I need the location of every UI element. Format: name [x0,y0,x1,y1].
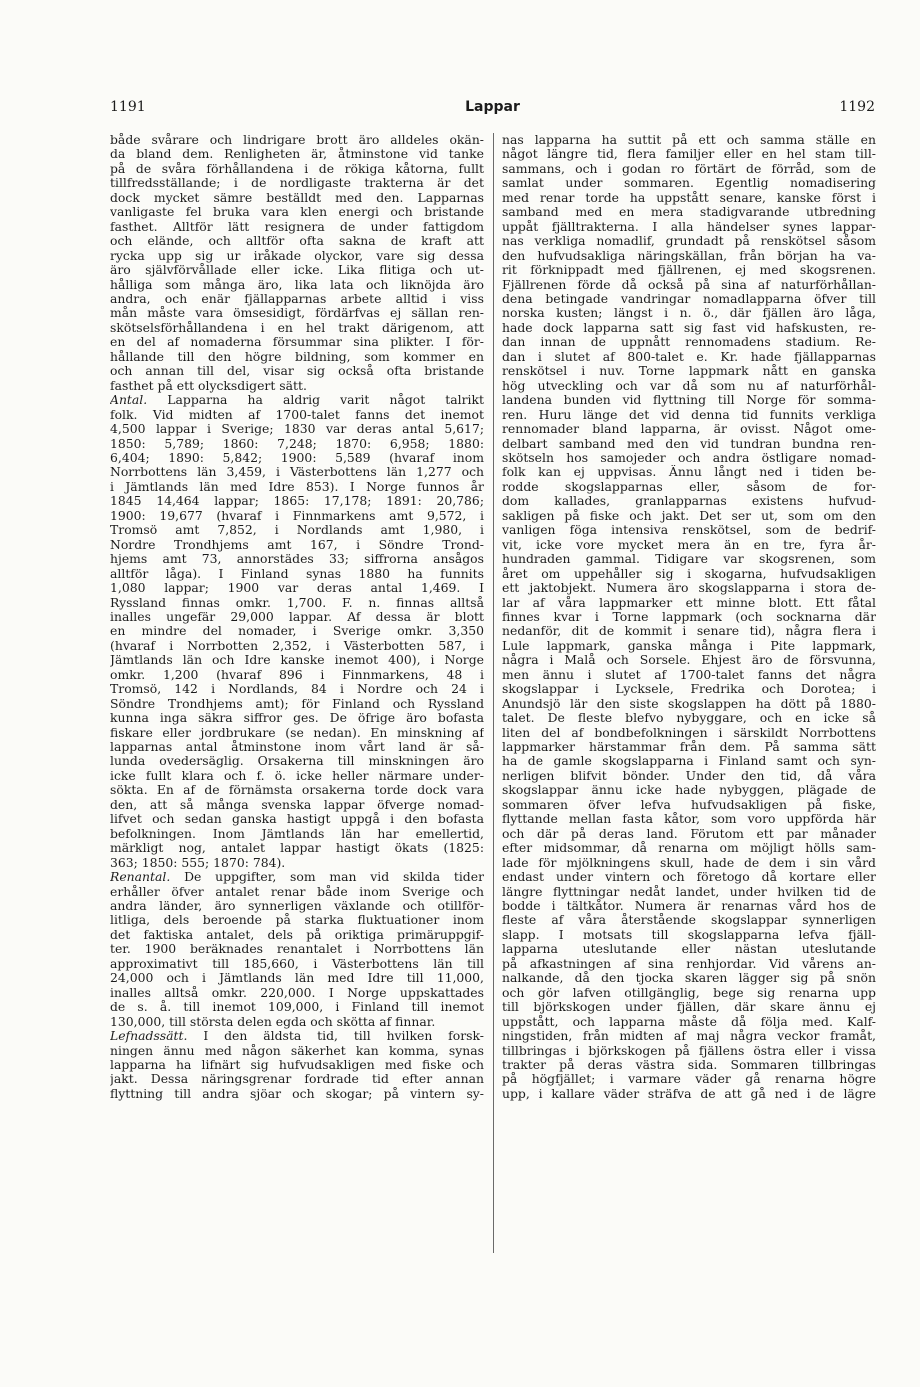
text-line: det faktiska antalet, dels på oriktiga primäruppgif- [110,927,484,942]
text-line: vanligaste fel bruka vara klen energi och bristande [110,205,484,220]
text-line: lunda ovedersäglig. Orsakerna till minskningen äro [110,754,484,769]
text-line: jakt. Dessa näringsgrenar fordrade tid efter annan [110,1072,484,1087]
text-line: rit förknippadt med fjällrenen, ej med skogsrenen. [502,263,876,278]
section-heading: Lefnadssätt. [110,1029,188,1044]
text-line: längre flyttningar nedåt landet, under hvilken tid de [502,884,876,899]
text-line: efter midsommar, då renarna om möjligt hölls sam- [502,841,876,856]
text-line: ningstiden, från midten af maj några veckor framåt, [502,1029,876,1044]
text-line: dom kallades, granlapparnas existens hufvud- [502,494,876,509]
text-line: tillfredsställande; i de nordligaste trakterna är det [110,176,484,191]
text-line: ett jaktobjekt. Numera äro skogslapparna i stora de- [502,581,876,596]
text-line: och elände, och alltför ofta sakna de kraft att [110,234,484,249]
text-line: folk kan ej uppvisas. Ännu långt ned i tiden be- [502,465,876,480]
text-line: dan innan de uppnått rennomadens stadium. Re- [502,335,876,350]
column-divider [493,133,494,1253]
text-line: året om uppehåller sig i skogarna, hufvudsakligen [502,566,876,581]
text-line: i Jämtlands län med Idre 853). I Norge funnos år [110,479,484,494]
text-line: Jämtlands län och Idre kanske inemot 400), i Norge [110,653,484,668]
text-line: sommaren öfver lefva hufvudsakligen på fiske, [502,797,876,812]
left-text-column [110,133,484,1101]
text-line: hjems amt 73, annorstädes 33; siffrorna ansågos [110,552,484,567]
text-line: 6,404; 1890: 5,842; 1900: 5,589 (hvaraf inom [110,450,484,465]
text-line: delbart samband med den vid tundran bundna ren- [502,436,876,451]
text-line: rodde skogslapparnas eller, såsom de for- [502,479,876,494]
text-line: skogslappar ännu icke hade nybyggen, plägade de [502,783,876,798]
text-line: Anundsjö lär den siste skogslappen ha dött på 1880- [502,696,876,711]
text-line: hundraden gammal. Tidigare var skogsrenen, som [502,552,876,567]
text-line: och gör lafven otillgänglig, bege sig renarna upp [502,985,876,1000]
text-line: ren. Huru länge det vid denna tid funnits verkliga [502,407,876,422]
text-line: nalkande, då den tjocka skaren lägger sig på snön [502,971,876,986]
text-line: lappmarker härstammar från dem. På samma sätt [502,740,876,755]
text-line: Norrbottens län 3,459, i Västerbottens län 1,277 och [110,465,484,480]
text-line: Tromsö, 142 i Nordlands, 84 i Nordre och 24 i [110,682,484,697]
text-line: dan i slutet af 800-talet e. Kr. hade fjällapparnas [502,349,876,364]
text-line: ter. 1900 beräknades renantalet i Norrbottens län [110,942,484,957]
text-line: skogslappar i Lycksele, Fredrika och Dorotea; i [502,682,876,697]
text-line: de s. å. till inemot 109,000, i Finland till inemot [110,1000,484,1015]
text-line: sammans, och i godan ro förtärt de förråd, som de [502,161,876,176]
text-line: upp, i kallare väder sträfva de att gå ned i de lägre [502,1086,876,1101]
text-line: finnes kvar i Torne lappmark (och socknarna där [502,609,876,624]
text-line: ningen ännu med någon säkerhet kan komma, synas [110,1043,484,1058]
text-line: och annan till del, visar sig också ofta bristande [110,364,484,379]
text-line: 1850: 5,789; 1860: 7,248; 1870: 6,958; 1880: [110,436,484,451]
text-line: Lefnadssätt. I den äldsta tid, till hvilken forsk- [110,1029,484,1044]
text-line: skötselsförhållandena i en hel trakt därigenom, att [110,320,484,335]
text-line: trakter på deras västra sida. Sommaren tillbringas [502,1058,876,1072]
text-line: rycka upp sig ur iråkade olyckor, vare sig dessa [110,248,484,263]
text-line: dock mycket sämre beställdt med den. Lapparnas [110,190,484,205]
page-number-right: 1192 [839,99,875,115]
text-line: icke fullt klara och f. ö. icke heller närmare under- [110,768,484,783]
text-line: kunna inga säkra siffror ges. De öfrige äro bofasta [110,711,484,726]
section-heading: Antal. [110,393,148,408]
text-line: Renantal. De uppgifter, som man vid skilda tider [110,870,484,885]
text-line: 130,000, till största delen egda och skötta af finnar. [110,1014,436,1029]
text-line: flyttning till andra sjöar och skogar; på vintern sy- [110,1086,484,1101]
text-line: med renar torde ha uppstått senare, kanske först i [502,190,876,205]
text-line: 1900: 19,677 (hvaraf i Finnmarkens amt 9,572, i [110,508,484,523]
text-line: samband med en mera stadigvarande utbredning [502,205,876,220]
text-line: uppstått, och lapparna måste då följa med. Kalf- [502,1014,876,1029]
text-line: renskötsel i nuv. Torne lappmark nått en ganska [502,364,876,379]
text-line: nas verkliga nomadlif, grundadt på renskötsel såsom [502,234,876,249]
text-line: omkr. 1,200 (hvaraf 896 i Finnmarkens, 48 i [110,667,484,682]
text-line: nedanför, dit de kommit i senare tid), några flera i [502,624,876,639]
text-line: mån måste vara ömsesidigt, fördärfvas ej sällan ren- [110,306,484,321]
text-line: (hvaraf i Norrbotten 2,352, i Västerbotten 587, i [110,638,484,653]
text-line: ha de gamle skogslapparna i Finland samt och syn- [502,754,876,769]
section-heading: Renantal. [110,870,171,885]
text-line: Ryssland finnas omkr. 1,700. F. n. finnas alltså [110,595,484,610]
text-line: endast under vintern och företogo då kortare eller [502,870,876,885]
running-title: Lappar [465,99,520,115]
text-line: inalles ungefär 29,000 lappar. Af dessa är blott [110,609,484,624]
text-line: 1,080 lappar; 1900 var deras antal 1,469. I [110,581,484,596]
text-line: flyttande mellan fasta kåtor, som voro uppförda här [502,812,876,827]
text-line: märkligt nog, antalet lappar hastigt ökats (1825: [110,841,484,856]
text-line: fleste af våra återstående skogslappar synnerligen [502,913,876,928]
text-line: lapparnas antal åtminstone inom vårt land är så- [110,740,484,755]
text-line: hög utveckling och var då som nu af naturförhål- [502,378,876,393]
text-line: talet. De fleste blefvo nybyggare, och en icke så [502,711,876,726]
text-line: Söndre Trondhjems amt); för Finland och Ryssland [110,696,484,711]
text-line: en mindre del nomader, i Sverige omkr. 3,350 [110,624,484,639]
text-line: på de svåra förhållandena i de rökiga kåtorna, fullt [110,161,484,176]
text-line: skötseln hos samojeder och andra östligare nomad- [502,450,876,465]
text-line: slapp. I motsats till skogslapparna lefva fjäll- [502,927,876,942]
text-line: fasthet. Alltför lätt resignera de under fattigdom [110,219,484,234]
text-line: sökta. En af de förnämsta orsakerna torde dock vara [110,783,484,798]
text-line: fasthet på ett olycksdigert sätt. [110,378,307,393]
text-line: den hufvudsakliga näringskällan, från början ha va- [502,248,876,263]
text-line: lar af våra lappmarker ett minne blott. Ett fåtal [502,595,876,610]
text-line: liten del af bondbefolkningen i särskildt Norrbottens [502,725,876,740]
text-line: hålliga som många äro, lika lata och liknöjda äro [110,277,484,292]
text-line: vit, icke vore mycket mera än en tre, fyra år- [502,537,876,552]
text-line: dena betingade vandringar nomadlapparna öfver till [502,291,876,306]
text-line: inalles alltså omkr. 220,000. I Norge uppskattades [110,985,484,1000]
text-line: lade för mjölkningens skull, hade de dem i sin vård [502,855,876,870]
text-line: andra länder, äro synnerligen växlande och otillför- [110,899,484,914]
text-line: på afkastningen af sina renhjordar. Vid vårens an- [502,956,876,971]
text-line: Tromsö amt 7,852, i Nordlands amt 1,980, i [110,523,484,538]
text-line: nas lapparna ha suttit på ett och samma ställe en [502,133,876,147]
text-line: på högfjället; i varmare väder gå renarna högre [502,1072,876,1087]
right-text-column [502,133,876,1101]
text-line: äro självförvållade eller icke. Lika flitiga och ut- [110,263,484,278]
text-line: approximativt till 185,660, i Västerbottens län till [110,956,484,971]
text-line: sakligen på fiske och jakt. Det ser ut, som om den [502,508,876,523]
text-line: folk. Vid midten af 1700-talet fanns det inemot [110,407,484,422]
text-line: andra, och enär fjällapparnas arbete alltid i viss [110,291,484,306]
text-line: samlat under sommaren. Egentlig nomadisering [502,176,876,191]
page-header [110,99,875,121]
text-line: norska kusten; längst i n. ö., där fjällen äro låga, [502,306,876,321]
text-line: till björkskogen under fjällen, där skare ännu ej [502,1000,876,1015]
text-line: Fjällrenen förde då också på sina af naturförhållan- [502,277,876,292]
text-line: uppåt fjälltrakterna. I alla händelser synes lappar- [502,219,876,234]
text-line: alltför låga). I Finland synas 1880 ha funnits [110,566,484,581]
text-line: 24,000 och i Jämtlands län med Idre till 11,000, [110,971,484,986]
text-line: bodde i tältkåtor. Numera är renarnas vård hos de [502,899,876,914]
text-line: lapparna uteslutande eller nästan uteslutande [502,942,876,957]
text-line: och där på deras land. Förutom ett par månader [502,826,876,841]
text-line: befolkningen. Inom Jämtlands län har emellertid, [110,826,484,841]
text-line: nerligen blifvit bönder. Under den tid, då våra [502,768,876,783]
text-line: 4,500 lappar i Sverige; 1830 var deras antal 5,617; [110,422,484,437]
text-line: litliga, dels beroende på starka fluktuationer inom [110,913,484,928]
text-line: en del af nomaderna försummar sina plikter. I för- [110,335,484,350]
text-line: erhåller öfver antalet renar både inom Sverige och [110,884,484,899]
text-line: lapparna ha lifnärt sig hufvudsakligen med fiske och [110,1058,484,1072]
text-line: hade dock lapparna satt sig fast vid hafskusten, re- [502,320,876,335]
text-line: 1845 14,464 lappar; 1865: 17,178; 1891: 20,786; [110,494,484,509]
text-line: men ännu i slutet af 1700-talet fanns det några [502,667,876,682]
text-line: rennomader bland lapparna, är ovisst. Något ome- [502,422,876,437]
text-line: Antal. Lapparna ha aldrig varit något talrikt [110,393,484,408]
text-line: tillbringas i björkskogen på fjällens östra eller i vissa [502,1043,876,1058]
text-line: både svårare och lindrigare brott äro alldeles okän- [110,133,484,147]
text-line: 363; 1850: 555; 1870: 784). [110,855,286,870]
page-number-left: 1191 [110,99,146,115]
text-line: den, att så många svenska lappar öfverge nomad- [110,797,484,812]
text-line: hållande till den högre bildning, som kommer en [110,349,484,364]
text-line: vanligen föga intensiva renskötsel, som de bedrif- [502,523,876,538]
text-line: några i Malå och Sorsele. Ehjest äro de försvunna, [502,653,876,668]
text-line: Lule lappmark, ganska många i Pite lappmark, [502,638,876,653]
text-line: landena bunden vid flyttning till Norge för somma- [502,393,876,408]
text-line: något längre tid, flera familjer eller en hel stam till- [502,147,876,162]
text-line: lifvet och sedan ganska hastigt uppgå i den bofasta [110,812,484,827]
text-line: fiskare eller jordbrukare (se nedan). En minskning af [110,725,484,740]
text-line: Nordre Trondhjems amt 167, i Söndre Trond- [110,537,484,552]
text-line: da bland dem. Renligheten är, åtminstone vid tanke [110,147,484,162]
